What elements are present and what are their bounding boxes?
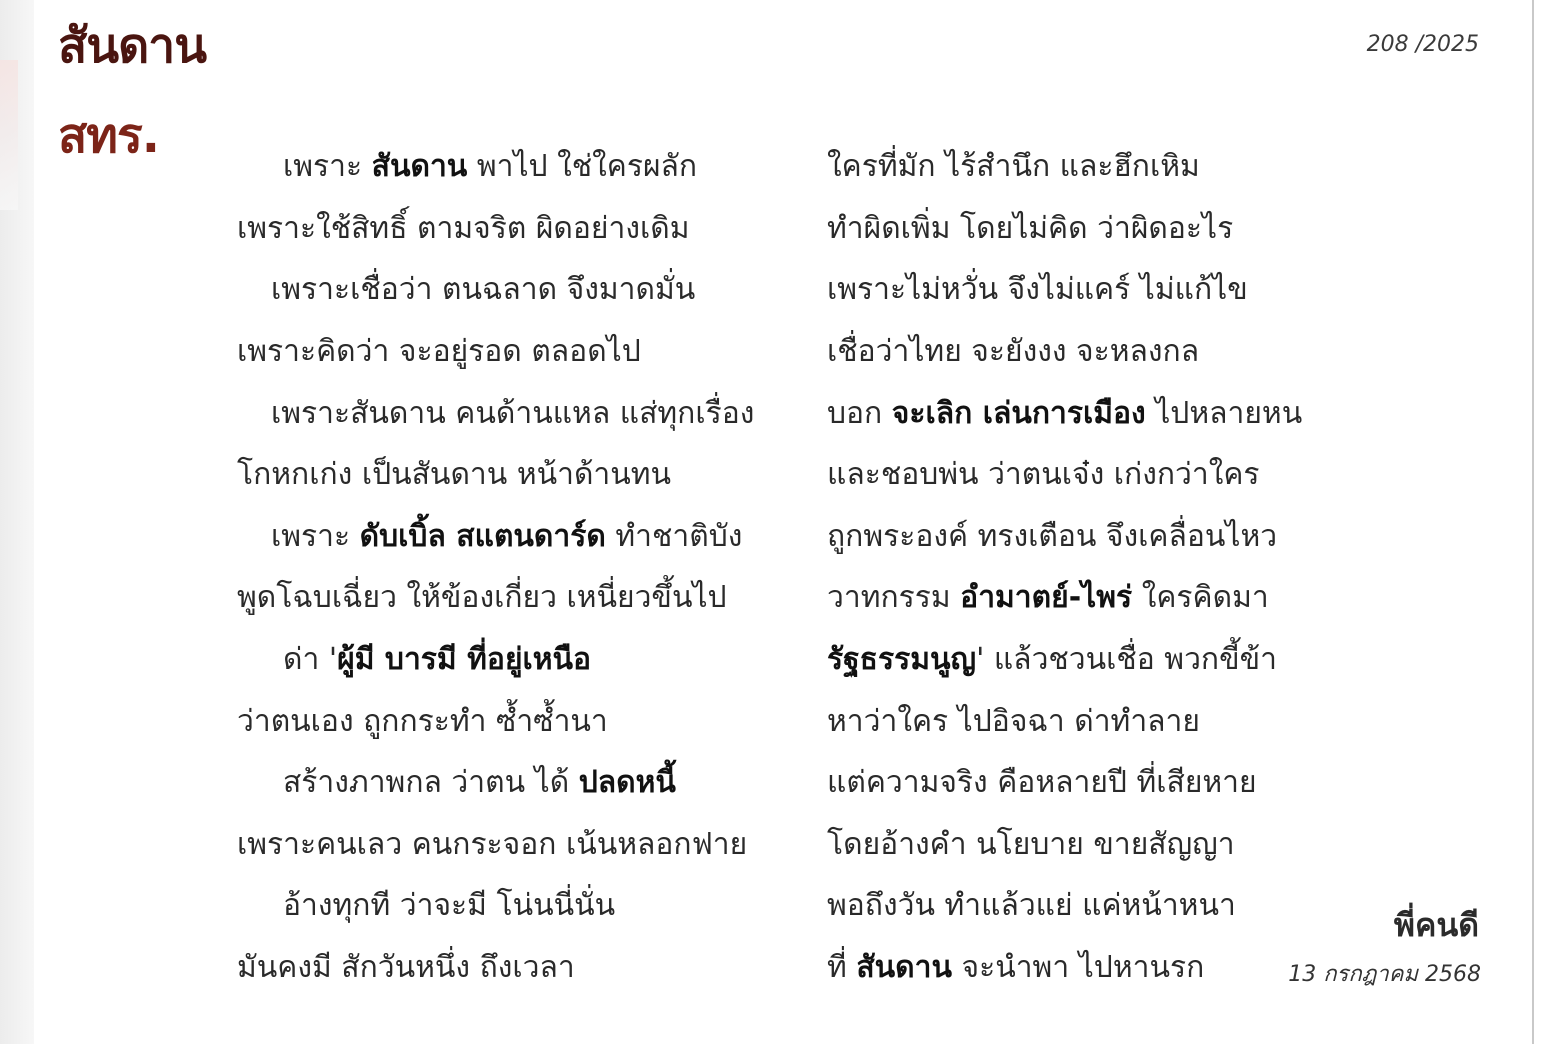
verse-text: ที่	[827, 950, 857, 986]
poem-stanza-line	[237, 752, 1417, 814]
poem-left-verse	[237, 574, 827, 621]
verse-text: ว่าตนเอง ถูกกระทำ ซ้ำซ้ำนา	[237, 703, 608, 739]
verse-text: เพราะ	[283, 149, 372, 185]
poem-left-verse	[237, 821, 827, 868]
verse-text: ด่า '	[283, 642, 338, 678]
verse-text: สร้างภาพกล ว่าตน ได้	[283, 765, 579, 801]
author-name: พี่คนดี	[1393, 906, 1479, 944]
poem-left-verse	[237, 266, 827, 313]
verse-text: จะนำพา ไปหานรก	[951, 950, 1205, 986]
emphasis-text: สันดาน	[371, 149, 468, 185]
poem-stanza-line	[237, 382, 1417, 444]
poem-stanza-line	[237, 937, 1417, 999]
emphasis-text: สันดาน	[856, 950, 952, 986]
verse-text: แต่ความจริง คือหลายปี ที่เสียหาย	[827, 765, 1257, 801]
publish-date: 13 กรกฎาคม 2568	[1288, 962, 1481, 987]
verse-text: ทำผิดเพิ่ม โดยไม่คิด ว่าผิดอะไร	[827, 210, 1234, 246]
verse-text: เพราะคนเลว คนกระจอก เน้นหลอกฟาย	[237, 826, 748, 862]
verse-text: เพราะเชื่อว่า ตนฉลาด จึงมาดมั่น	[271, 272, 696, 308]
verse-text: ทำชาติบัง	[605, 518, 743, 554]
poem-left-verse	[237, 759, 827, 806]
verse-text: เชื่อว่าไทย จะยังงง จะหลงกล	[827, 334, 1200, 370]
poem-stanza-line	[237, 690, 1417, 752]
poem-stanza-line	[237, 814, 1417, 876]
verse-text: เพราะสันดาน คนด้านแหล แส่ทุกเรื่อง	[271, 395, 755, 431]
poem-stanza-line	[237, 629, 1417, 691]
verse-text: เพราะคิดว่า จะอยู่รอด ตลอดไป	[237, 334, 641, 370]
verse-text: วาทกรรม	[827, 580, 961, 616]
poem-stanza-line	[237, 259, 1417, 321]
emphasis-text: จะเลิก เล่นการเมือง	[891, 395, 1146, 431]
verse-text: บอก	[827, 395, 892, 431]
poem-stanza-line	[237, 321, 1417, 383]
poem-right-verse	[827, 636, 1417, 683]
poem-body	[237, 136, 1417, 998]
poem-left-verse	[237, 390, 827, 437]
emphasis-text: ปลดหนี้	[578, 765, 676, 801]
poem-right-verse	[827, 451, 1417, 498]
left-accent-bar	[0, 60, 18, 210]
emphasis-text: ผู้มี บารมี ที่อยู่เหนือ	[337, 642, 592, 678]
issue-number: 208 /2025	[1366, 32, 1479, 57]
verse-text: ใครคิดมา	[1132, 580, 1269, 616]
poem-stanza-line	[237, 506, 1417, 568]
poem-right-verse	[827, 390, 1417, 437]
verse-text: และชอบพ่น ว่าตนเจ๋ง เก่งกว่าใคร	[827, 457, 1260, 493]
verse-text: พาไป ใช่ใครผลัก	[467, 149, 698, 185]
verse-text: ใครที่มัก ไร้สำนึก และฮึกเหิม	[827, 149, 1200, 185]
verse-text: ถูกพระองค์ ทรงเตือน จึงเคลื่อนไหว	[827, 518, 1278, 554]
verse-text: พอถึงวัน ทำแล้วแย่ แค่หน้าหนา	[827, 888, 1236, 924]
verse-text: โกหกเก่ง เป็นสันดาน หน้าด้านทน	[237, 457, 672, 493]
verse-text: เพราะ	[271, 518, 360, 554]
verse-text: โดยอ้างคำ นโยบาย ขายสัญญา	[827, 826, 1235, 862]
poem-left-verse	[237, 513, 827, 560]
page-title: สันดาน	[58, 18, 207, 74]
poem-right-verse	[827, 328, 1417, 375]
poem-right-verse	[827, 759, 1417, 806]
verse-text: พูดโฉบเฉี่ยว ให้ข้องเกี่ยว เหนี่ยวขึ้นไป	[237, 580, 727, 616]
poem-right-verse	[827, 205, 1417, 252]
verse-text: ' แล้วชวนเชื่อ พวกขี้ข้า	[976, 642, 1277, 678]
right-border-rule	[1532, 0, 1534, 1044]
poem-left-verse	[237, 882, 827, 929]
poem-stanza-line	[237, 875, 1417, 937]
poem-stanza-line	[237, 444, 1417, 506]
verse-text: มันคงมี สักวันหนึ่ง ถึงเวลา	[237, 950, 575, 986]
page-subtitle: สทร.	[58, 108, 159, 164]
poem-right-verse	[827, 574, 1417, 621]
poem-left-verse	[237, 698, 827, 745]
verse-text: เพราะใช้สิทธิ์ ตามจริต ผิดอย่างเดิม	[237, 210, 690, 246]
verse-text: ไปหลายหน	[1145, 395, 1303, 431]
poem-left-verse	[237, 328, 827, 375]
emphasis-text: ดับเบิ้ล สแตนดาร์ด	[359, 518, 606, 554]
poem-left-verse	[237, 143, 827, 190]
poem-right-verse	[827, 821, 1417, 868]
poem-left-verse	[237, 636, 827, 683]
poem-stanza-line	[237, 136, 1417, 198]
poem-left-verse	[237, 944, 827, 991]
poem-right-verse	[827, 882, 1417, 929]
poem-right-verse	[827, 143, 1417, 190]
emphasis-text: อำมาตย์-ไพร่	[960, 580, 1133, 616]
emphasis-text: รัฐธรรมนูญ	[827, 642, 977, 678]
poem-left-verse	[237, 205, 827, 252]
verse-text: อ้างทุกที ว่าจะมี โน่นนี่นั่น	[283, 888, 616, 924]
poem-stanza-line	[237, 567, 1417, 629]
poem-stanza-line	[237, 198, 1417, 260]
poem-right-verse	[827, 513, 1417, 560]
verse-text: หาว่าใคร ไปอิจฉา ด่าทำลาย	[827, 703, 1200, 739]
poem-right-verse	[827, 698, 1417, 745]
verse-text: เพราะไม่หวั่น จึงไม่แคร์ ไม่แก้ไข	[827, 272, 1248, 308]
poem-left-verse	[237, 451, 827, 498]
poem-right-verse	[827, 266, 1417, 313]
